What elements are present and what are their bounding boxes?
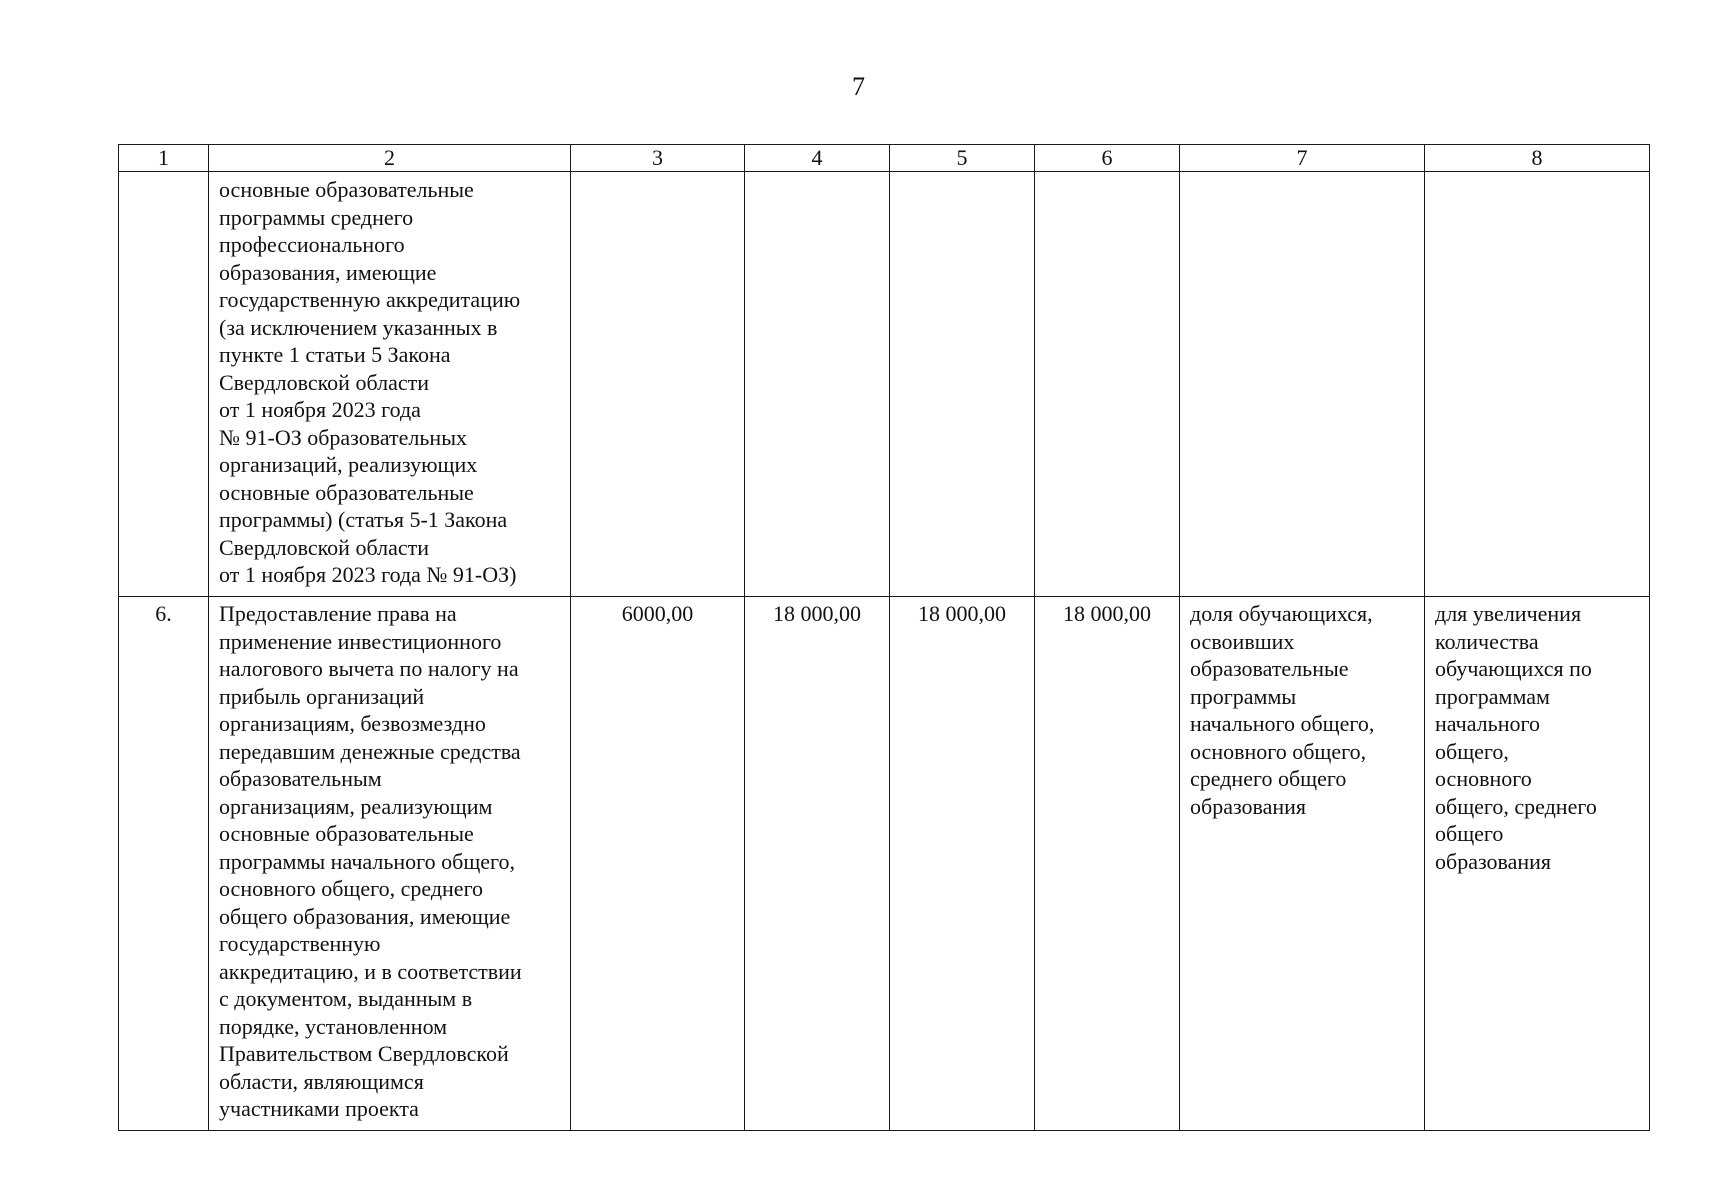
header-cell: 3: [571, 145, 745, 172]
description-line: организациям, безвозмездно: [219, 711, 486, 736]
description-line: с документом, выданным в: [219, 986, 473, 1011]
description-line: Правительством Свердловской: [219, 1041, 509, 1066]
page-number: 7: [852, 72, 865, 101]
goal-line: основного: [1435, 766, 1532, 791]
goal-line: количества: [1435, 628, 1539, 654]
goal-line: начального: [1435, 711, 1540, 736]
row-number-cell: 6.: [119, 597, 209, 1131]
goal-line: общего,: [1435, 738, 1509, 764]
description-line: Свердловской области: [219, 369, 429, 395]
description-line: основные образовательные: [219, 479, 474, 505]
row-number-cell: [119, 172, 209, 597]
description-line: организациям, реализующим: [219, 793, 493, 819]
description-line: программы начального общего,: [219, 848, 516, 874]
indicator-line: образования: [1190, 793, 1307, 819]
value-cell-4: 18 000,00: [745, 597, 890, 1131]
indicator-line: среднего общего: [1190, 766, 1347, 791]
description-line: профессионального: [219, 232, 405, 257]
header-cell: 5: [890, 145, 1035, 172]
description-line: государственную: [219, 931, 381, 956]
header-cell: 8: [1425, 145, 1650, 172]
description-line: аккредитацию, и в соответствии: [219, 958, 522, 984]
header-cell: 2: [209, 145, 571, 172]
value-cell-5: [890, 172, 1035, 597]
description-line: общего образования, имеющие: [219, 903, 511, 929]
goal-line: общего: [1435, 821, 1504, 846]
value-cell-3: [571, 172, 745, 597]
description-line: программы) (статья 5-1 Закона: [219, 507, 508, 532]
description-line: области, являющимся: [219, 1068, 424, 1094]
goal-cell: [1425, 597, 1650, 1131]
indicator-line: доля обучающихся,: [1190, 601, 1373, 626]
description-line: образовательным: [219, 766, 382, 791]
value-cell-4: [745, 172, 890, 597]
description-line: Предоставление права на: [219, 601, 457, 626]
table-header-row: [119, 145, 1650, 172]
description-line: участниками проекта: [219, 1096, 419, 1121]
value-cell-6: [1035, 172, 1180, 597]
description-line: Свердловской области: [219, 534, 429, 560]
indicator-line: основного общего,: [1190, 738, 1367, 764]
header-cell: 7: [1180, 145, 1425, 172]
goal-cell: [1425, 172, 1650, 597]
description-line: пункте 1 статьи 5 Закона: [219, 342, 451, 367]
description-line: (за исключением указанных в: [219, 314, 498, 340]
goal-line: общего, среднего: [1435, 793, 1597, 819]
description-line: программы среднего: [219, 204, 414, 230]
description-line: от 1 ноября 2023 года: [219, 397, 421, 422]
goal-line: образования: [1435, 848, 1552, 874]
description-line: организаций, реализующих: [219, 452, 478, 477]
description-line: передавшим денежные средства: [219, 738, 521, 764]
table-row: [119, 172, 1650, 597]
description-cell: [209, 172, 571, 597]
header-cell: 6: [1035, 145, 1180, 172]
description-line: налогового вычета по налогу на: [219, 656, 519, 681]
description-line: от 1 ноября 2023 года № 91-ОЗ): [219, 562, 517, 587]
indicator-line: программы: [1190, 683, 1297, 709]
description-line: № 91-ОЗ образовательных: [219, 424, 467, 450]
value-cell-6: 18 000,00: [1035, 597, 1180, 1131]
goal-line: для увеличения: [1435, 601, 1582, 626]
goal-line: программам: [1435, 683, 1550, 709]
table-row: [119, 597, 1650, 1131]
indicator-cell: [1180, 597, 1425, 1131]
description-cell: [209, 597, 571, 1131]
description-line: применение инвестиционного: [219, 628, 502, 654]
description-line: основные образовательные: [219, 177, 474, 202]
indicator-line: освоивших: [1190, 628, 1295, 654]
header-cell: 4: [745, 145, 890, 172]
description-line: образования, имеющие: [219, 259, 437, 285]
goal-line: обучающихся по: [1435, 656, 1592, 681]
description-line: государственную аккредитацию: [219, 287, 521, 312]
description-line: порядке, установленном: [219, 1013, 448, 1039]
indicator-cell: [1180, 172, 1425, 597]
indicator-line: образовательные: [1190, 656, 1349, 681]
description-line: прибыль организаций: [219, 683, 425, 709]
description-line: основные образовательные: [219, 821, 474, 846]
value-cell-3: 6000,00: [571, 597, 745, 1131]
indicator-line: начального общего,: [1190, 711, 1375, 736]
description-line: основного общего, среднего: [219, 876, 484, 901]
data-table: [118, 144, 1650, 1131]
value-cell-5: 18 000,00: [890, 597, 1035, 1131]
header-cell: 1: [119, 145, 209, 172]
